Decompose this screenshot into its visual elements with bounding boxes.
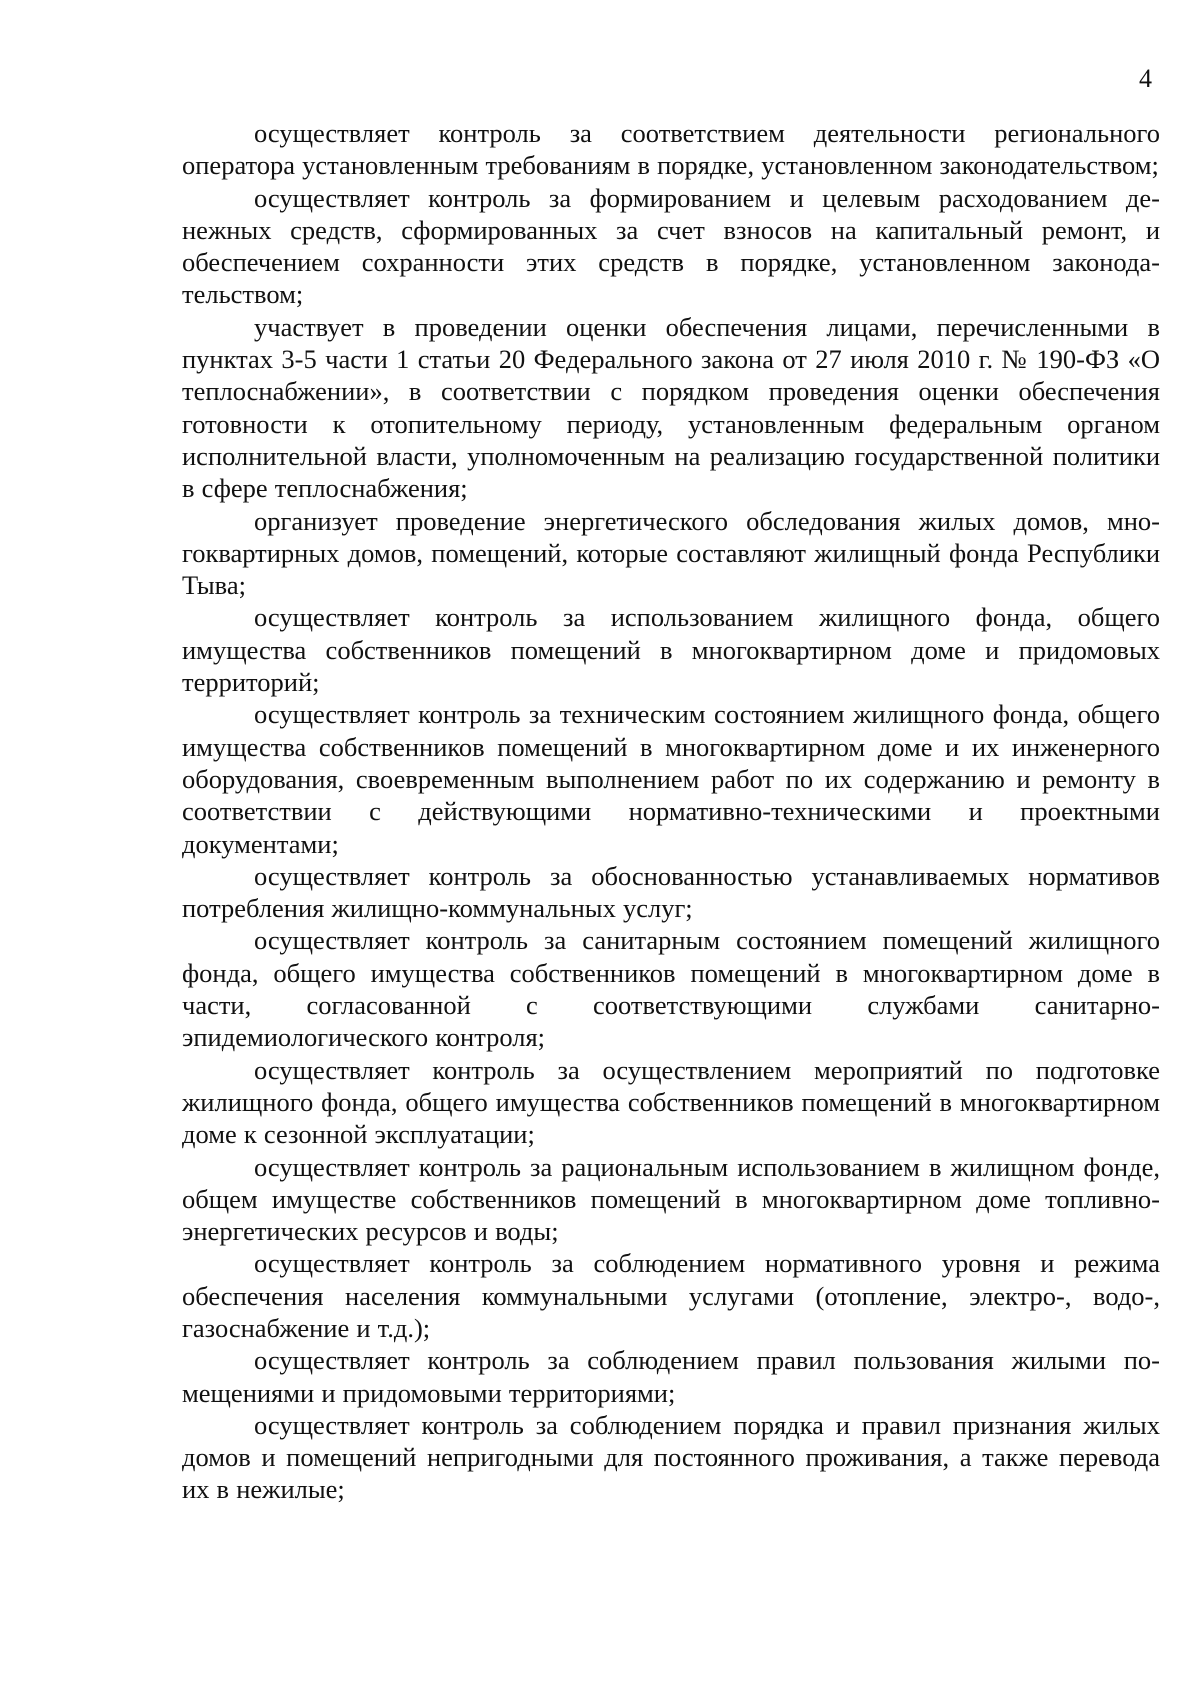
paragraph: организует проведение энергетического обследования жилых домов, многоквартирных домов, помещений, которые составляют жилищный фонда Республики Тыва; (182, 505, 1160, 601)
paragraph: осуществляет контроль за обоснованностью устанавливаемых нормативов потребления жилищно-коммунальных услуг; (182, 860, 1160, 924)
paragraph: осуществляет контроль за соблюдением порядка и правил признания жилых домов и помещений непригодными для постоянного проживания, а также перевода их в нежилые; (182, 1409, 1160, 1505)
page-number: 4 (1139, 64, 1152, 93)
paragraph: осуществляет контроль за рациональным использованием в жилищном фонде, общем имуществе собственников помещений в многоквартирном доме топливно-энергетических ресурсов и воды; (182, 1151, 1160, 1247)
paragraph: осуществляет контроль за использованием жилищного фонда, общего имущества собственников помещений в многоквартирном доме и придомовых территорий; (182, 602, 1160, 698)
paragraph: осуществляет контроль за соблюдением нормативного уровня и режима обеспечения населения коммунальными услугами (отопление, электро-, водо-, газоснабжение и т.д.); (182, 1248, 1160, 1343)
paragraph: участвует в проведении оценки обеспечения лицами, перечисленными в пунктах 3-5 части 1 статьи 20 Федерального закона от 27 июля 2010 г. № 190-ФЗ «О теплоснабжении», в соответствии с порядком проведения оценки обеспечения готовности к отопительному периоду, установленным федеральным органом исполнительной власти, уполномоченным на реализацию государственной политики в сфере теплоснабжения; (182, 311, 1160, 504)
paragraph: осуществляет контроль за формированием и целевым расходованием денежных средств, сформированных за счет взносов на капитальный ремонт, и обеспечением сохранности этих средств в порядке, установленном законодательством; (182, 182, 1160, 310)
paragraph: осуществляет контроль за техническим состоянием жилищного фонда, общего имущества собственников помещений в многоквартирном доме и их инженерного оборудования, своевременным выполнением работ по их содержанию и ремонту в соответствии с действующими нормативно-техническими и проектными документами; (182, 699, 1160, 859)
paragraph: осуществляет контроль за соблюдением правил пользования жилыми помещениями и придомовыми территориями; (182, 1345, 1160, 1408)
document-body (182, 117, 1160, 1506)
paragraph: осуществляет контроль за санитарным состоянием помещений жилищного фонда, общего имущества собственников помещений в многоквартирном доме в части, согласованной с соответствующими службами санитарно-эпидемиологического контроля; (182, 925, 1160, 1053)
paragraph: осуществляет контроль за соответствием деятельности регионального оператора установленным требованиям в порядке, установленном законодательством; (182, 118, 1160, 181)
paragraph: осуществляет контроль за осуществлением мероприятий по подготовке жилищного фонда, общего имущества собственников помещений в многоквартирном доме к сезонной эксплуатации; (182, 1054, 1160, 1150)
